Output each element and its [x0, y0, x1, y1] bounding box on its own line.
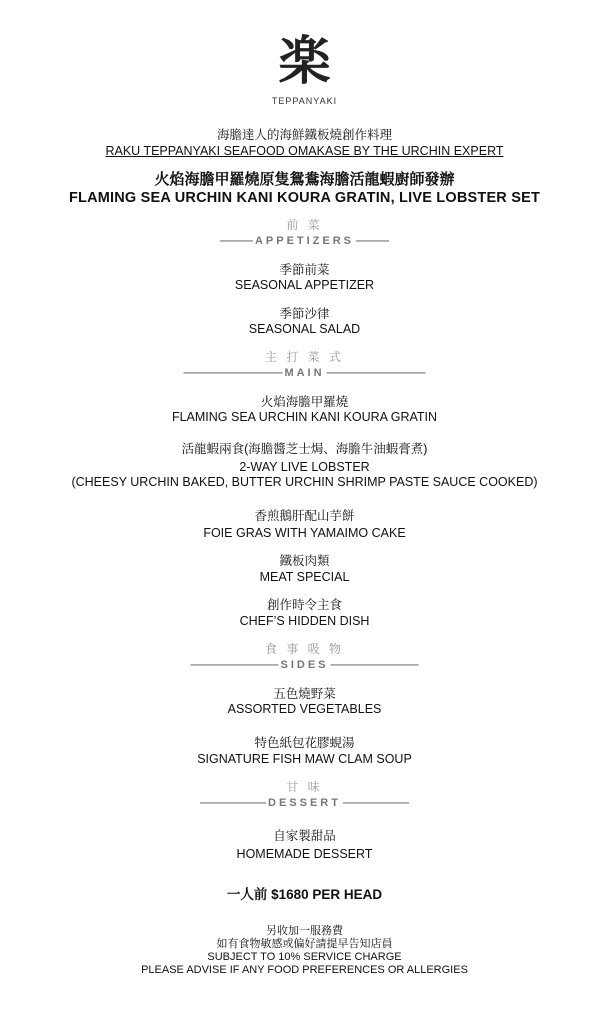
footer-allergy-cn: 如有食物敏感或偏好請提早告知店員	[216, 938, 393, 950]
menu-item-en: ASSORTED VEGETABLES	[227, 702, 382, 716]
set-name-en: FLAMING SEA URCHIN KANI KOURA GRATIN, LIVE LOBSTER SET	[68, 190, 541, 206]
menu-item-cn: 香煎鵝肝配山芋餅	[254, 509, 355, 523]
subtitle-cn: 海膽達人的海鮮鐵板燒創作料理	[216, 128, 392, 142]
price-per-head: 一人前 $1680 PER HEAD	[226, 887, 383, 902]
section-rule-left: ——————	[200, 797, 267, 809]
section-title-cn-sides: 食 事 吸 物	[264, 642, 344, 656]
menu-item-en: CHEF’S HIDDEN DISH	[239, 614, 370, 628]
section-rule-right: ——————	[342, 797, 409, 809]
menu-item-cn: 五色燒野菜	[273, 687, 336, 701]
section-rule-right: ————————	[330, 659, 419, 671]
section-label: DESSERT	[268, 797, 341, 809]
section-rule-left: —————————	[183, 367, 283, 379]
footer-service-cn: 另收加一服務費	[266, 925, 343, 937]
section-rule-left: ————————	[190, 659, 279, 671]
set-name-cn: 火焰海膽甲羅燒原隻鴛鴦海膽活龍蝦廚師發辦	[154, 171, 455, 188]
menu-item-cn: 自家製甜品	[273, 829, 336, 843]
footer-service-en: SUBJECT TO 10% SERVICE CHARGE	[207, 951, 402, 963]
footer-allergy-en: PLEASE ADVISE IF ANY FOOD PREFERENCES OR ALLERGIES	[141, 964, 468, 976]
menu-item-cn: 季節沙律	[279, 307, 330, 321]
section-title-en-main	[0, 366, 609, 380]
section-title-cn-main: 主 打 菜 式	[264, 350, 344, 364]
menu-item-cn: 鐵板肉類	[279, 554, 330, 568]
section-title-en-sides	[0, 658, 609, 672]
menu-item-en: SEASONAL SALAD	[248, 322, 361, 336]
menu-item-en: SEASONAL APPETIZER	[234, 278, 375, 292]
section-title-en-appetizers	[0, 234, 609, 248]
section-title-en-dessert	[0, 796, 609, 810]
section-title-cn-dessert: 甘 味	[286, 780, 323, 794]
menu-item-en: SIGNATURE FISH MAW CLAM SOUP	[197, 752, 412, 766]
menu-item-cn: 季節前菜	[279, 263, 330, 277]
menu-item-en: 2-WAY LIVE LOBSTER	[239, 460, 370, 474]
menu-item-en: HOMEMADE DESSERT	[236, 847, 373, 861]
menu-item-en: FOIE GRAS WITH YAMAIMO CAKE	[203, 526, 406, 540]
menu-item-cn: 特色紙包花膠蜆湯	[254, 736, 355, 750]
section-label: MAIN	[284, 367, 325, 379]
brand-name: TEPPANYAKI	[271, 96, 338, 106]
section-rule-left: ———	[219, 235, 253, 247]
section-rule-right: ———	[356, 235, 390, 247]
menu-item-en: MEAT SPECIAL	[259, 570, 350, 584]
section-title-cn-appetizers: 前 菜	[286, 218, 323, 232]
menu-item-en-detail: (CHEESY URCHIN BAKED, BUTTER URCHIN SHRIMP PASTE SAUCE COOKED)	[71, 475, 538, 489]
menu-item-en: FLAMING SEA URCHIN KANI KOURA GRATIN	[171, 410, 438, 424]
subtitle-en: RAKU TEPPANYAKI SEAFOOD OMAKASE BY THE URCHIN EXPERT	[105, 144, 504, 158]
section-label: SIDES	[280, 659, 329, 671]
logo-mark: 楽	[278, 31, 331, 92]
menu-item-cn: 創作時令主食	[266, 598, 342, 612]
section-label: APPETIZERS	[254, 235, 355, 247]
section-rule-right: —————————	[326, 367, 426, 379]
menu-item-cn: 火焰海膽甲羅燒	[260, 395, 349, 409]
menu-item-cn: 活龍蝦兩食(海膽醬芝士焗、海膽牛油蝦膏煮)	[181, 442, 428, 456]
